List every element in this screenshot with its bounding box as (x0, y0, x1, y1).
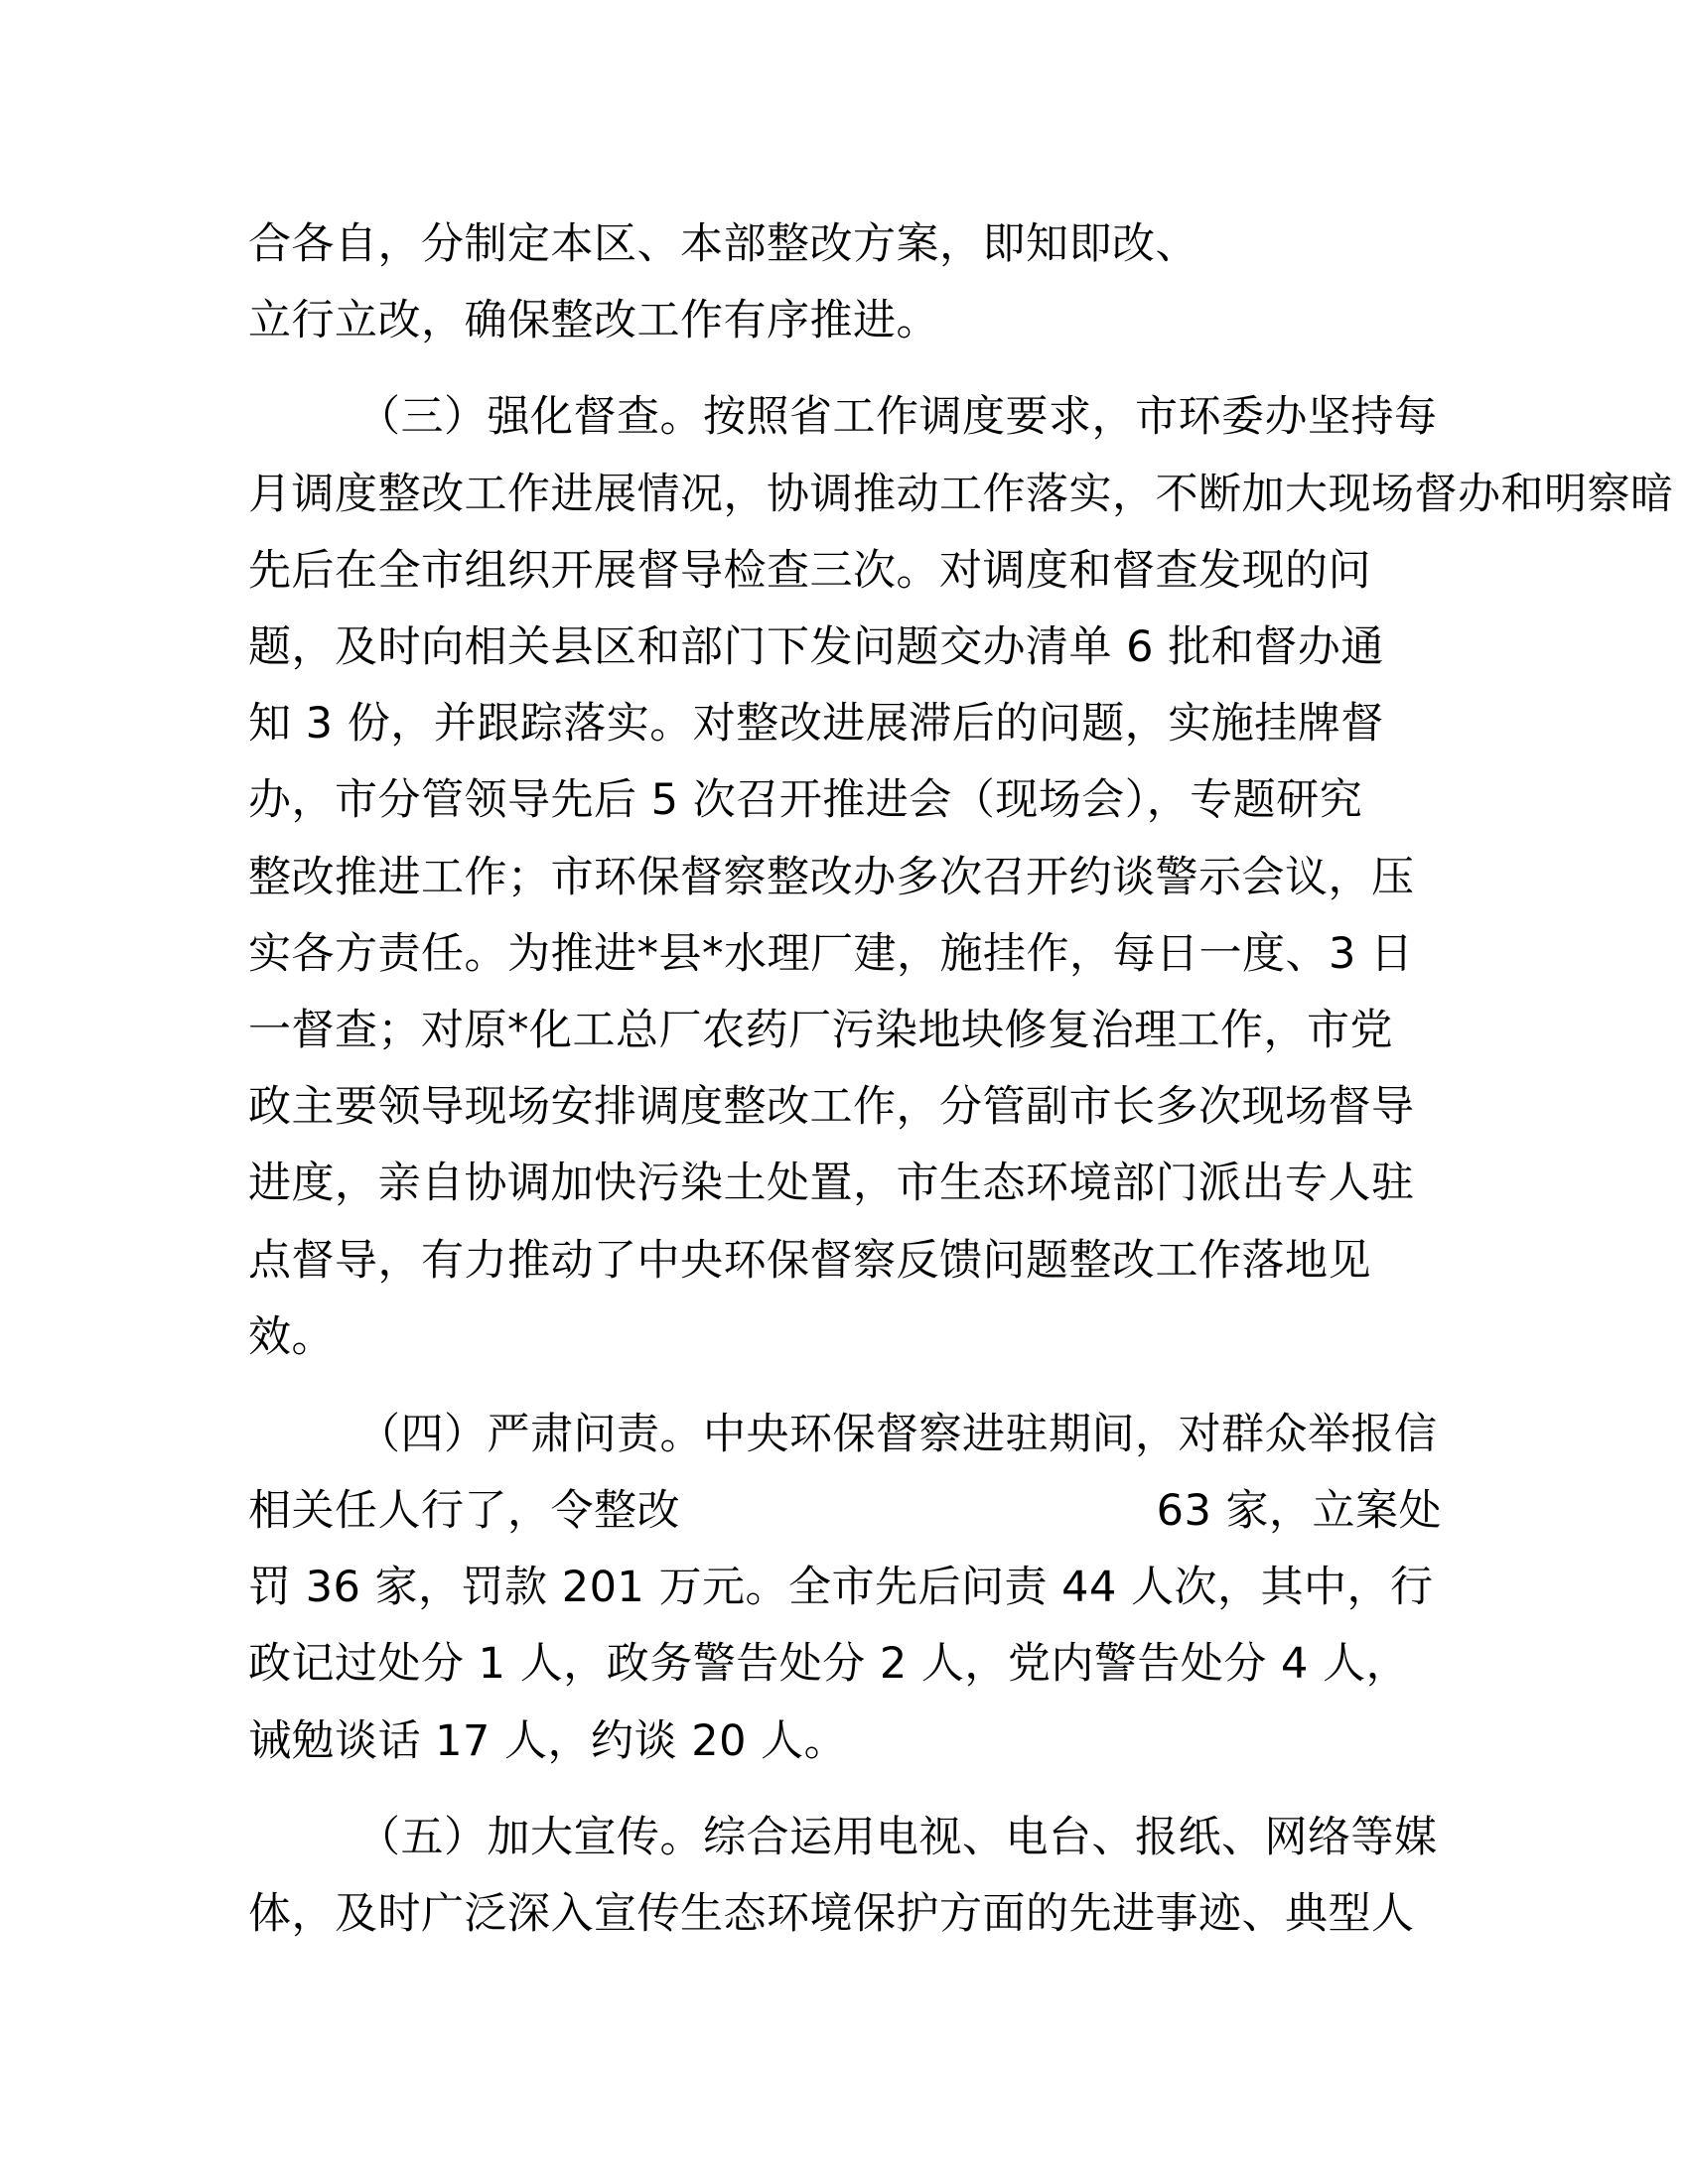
text-line: 政记过处分 1 人，政务警告处分 2 人，党内警告处分 4 人， (248, 1639, 1410, 1689)
text-line: 罚 36 家，罚款 201 万元。全市先后问责 44 人次，其中，行 (248, 1563, 1434, 1612)
text-line: 体，及时广泛深入宣传生态环境保护方面的先进事迹、典型人 (248, 1889, 1415, 1939)
text-line: 实各方责任。为推进*县*水理厂建，施挂作，每日一度、3 日 (248, 929, 1414, 979)
text-line: 立行立改，确保整改工作有序推进。 (248, 296, 939, 345)
text-line: 知 3 份，并跟踪落实。对整改进展滞后的问题，实施挂牌督 (248, 699, 1384, 749)
text-line: 一督查；对原*化工总厂农药厂污染地块修复治理工作，市党 (248, 1006, 1393, 1055)
text-line: 办，市分管领导先后 5 次召开推进会（现场会），专题研究 (248, 775, 1363, 825)
text-line: 合各自，分制定本区、本部整改方案，即知即改、 (248, 219, 1198, 269)
paragraph-heading-line: （四）严肃问责。中央环保督察进驻期间，对群众举报信 (357, 1410, 1438, 1459)
text-line: 题，及时向相关县区和部门下发问题交办清单 6 批和督办通 (248, 622, 1384, 672)
text-line: 诫勉谈话 17 人，约谈 20 人。 (248, 1716, 848, 1766)
split-text-line (248, 1483, 1442, 1539)
paragraph-heading-line: （五）加大宣传。综合运用电视、电台、报纸、网络等媒 (357, 1813, 1438, 1862)
text-line: 点督导，有力推动了中央环保督察反馈问题整改工作落地见 (248, 1236, 1371, 1286)
split-line-right: 63 家，立案处 (1156, 1486, 1442, 1536)
text-line: 整改推进工作；市环保督察整改办多次召开约谈警示会议，压 (248, 853, 1415, 902)
split-line-left: 相关任人行了，令整改 (248, 1486, 680, 1536)
text-line: 效。 (248, 1312, 335, 1362)
paragraph-heading-line: （三）强化督查。按照省工作调度要求，市环委办坚持每 (357, 392, 1438, 442)
text-line: 月调度整改工作进展情况，协调推动工作落实，不断加大现场督办和明察暗 (248, 470, 1674, 519)
text-line: 进度，亲自协调加快污染土处置，市生态环境部门派出专人驻 (248, 1159, 1415, 1208)
text-line: 先后在全市组织开展督导检查三次。对调度和督查发现的问 (248, 546, 1371, 596)
text-line: 政主要领导现场安排调度整改工作，分管副市长多次现场督导 (248, 1082, 1415, 1132)
